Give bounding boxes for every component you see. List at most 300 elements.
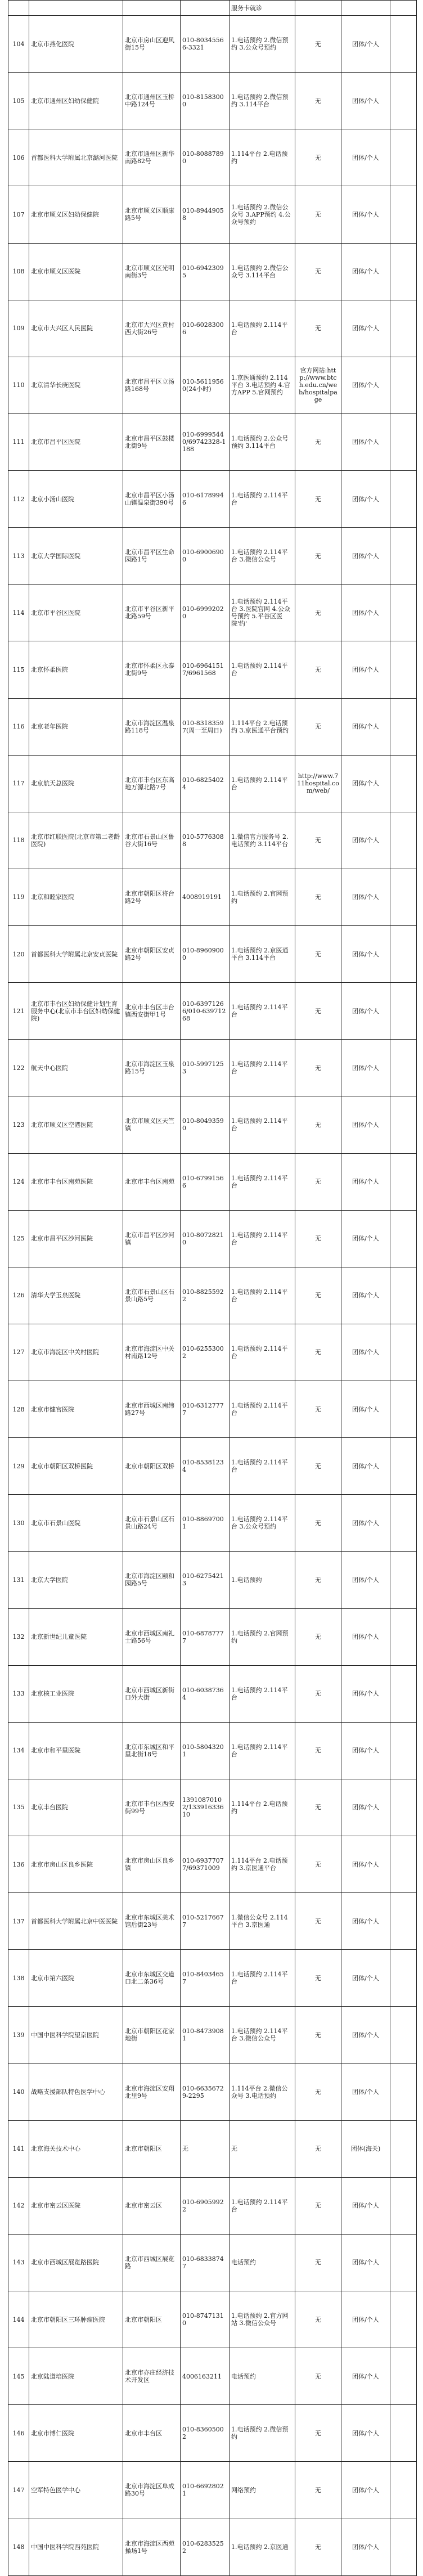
- cell-address: 北京市丰台区西安街99号: [123, 1779, 181, 1836]
- cell-booking-method: 1.电话预约 2.微信公众号 3.114平台: [230, 243, 295, 300]
- cell-phone: 010-89449058: [181, 186, 230, 243]
- cell-scope: 团体/个人: [341, 983, 390, 1040]
- cell-note: [390, 2462, 417, 2519]
- cell-phone: 4008919191: [181, 869, 230, 925]
- cell-note: [390, 2405, 417, 2462]
- cell-hospital-name: 北京市房山区良乡医院: [29, 1836, 123, 1893]
- cell-note: [390, 2348, 417, 2405]
- cell-number: 106: [8, 129, 29, 186]
- cell-scope: 团体/个人: [341, 1608, 390, 1665]
- cell-hospital-name: 战略支援部队特色医学中心: [29, 2064, 123, 2120]
- cell-note: [390, 243, 417, 300]
- cell-hospital-name: 首都医科大学附属北京潞河医院: [29, 129, 123, 186]
- table-row: [8, 1210, 417, 1267]
- cell-number: 137: [8, 1893, 29, 1950]
- cell-booking-method: 1.电话预约 2.京医通: [230, 2519, 295, 2575]
- hospital-table-body: [8, 1, 417, 2576]
- cell-scope: 团体/个人: [341, 1381, 390, 1438]
- table-row: [8, 528, 417, 585]
- cell-phone: 010-83605002: [181, 2405, 230, 2462]
- cell-note: [390, 2177, 417, 2234]
- cell-booking-method: 1.电话预约 2.微信预约 3.114平台: [230, 73, 295, 129]
- cell-hospital-name: 北京市和平里医院: [29, 1722, 123, 1779]
- cell-note: [390, 1, 417, 16]
- cell-address: 北京市朝阳区: [123, 2120, 181, 2177]
- cell-website: 无: [295, 471, 341, 528]
- cell-booking-method: 1.电话预约 2.114平台: [230, 471, 295, 528]
- cell-address: 北京市朝阳区将台路2号: [123, 869, 181, 925]
- cell-hospital-name: 中国中医科学院望京医院: [29, 2007, 123, 2064]
- cell-website: 无: [295, 641, 341, 698]
- cell-hospital-name: 北京市顺义区医院: [29, 243, 123, 300]
- cell-booking-method: 1.电话预约 2.114平台 3.微信公众号: [230, 2007, 295, 2064]
- cell-hospital-name: 首都医科大学附属北京安贞医院: [29, 926, 123, 983]
- cell-number: 114: [8, 585, 29, 641]
- cell-phone: 010-63127777: [181, 1381, 230, 1438]
- table-row: [8, 129, 417, 186]
- cell-number: 124: [8, 1153, 29, 1210]
- cell-booking-method: 1.微信官方服务号 2.电话预约 3.114平台: [230, 812, 295, 869]
- cell-note: [390, 1552, 417, 1608]
- cell-note: [390, 2519, 417, 2575]
- cell-phone: 010-88255922: [181, 1267, 230, 1324]
- cell-address: 北京市密云区: [123, 2177, 181, 2234]
- cell-address: 北京市房山区良乡镇: [123, 1836, 181, 1893]
- cell-address: 北京市西城区南纬路27号: [123, 1381, 181, 1438]
- cell-booking-method: 1.114平台 2.微信公众号 3.电话预约: [230, 2064, 295, 2120]
- cell-scope: 团体/个人: [341, 357, 390, 413]
- cell-booking-method: 1.电话预约 2.114平台 3.微信公众号: [230, 528, 295, 585]
- table-row: [8, 2007, 417, 2064]
- cell-note: [390, 755, 417, 812]
- cell-hospital-name: 北京丰台医院: [29, 1779, 123, 1836]
- cell-number: 131: [8, 1552, 29, 1608]
- cell-number: 134: [8, 1722, 29, 1779]
- cell-website: 无: [295, 2405, 341, 2462]
- cell-number: 128: [8, 1381, 29, 1438]
- cell-website: 无: [295, 1495, 341, 1552]
- cell-booking-method: 1.电话预约 2.114平台: [230, 1722, 295, 1779]
- cell-booking-method: 1.114平台 2.电话预约: [230, 1779, 295, 1836]
- cell-website: 无: [295, 1893, 341, 1950]
- cell-website: 无: [295, 413, 341, 470]
- cell-address: 北京市朝阳区花家地街: [123, 2007, 181, 2064]
- cell-scope: 团体/个人: [341, 2405, 390, 2462]
- cell-phone: 010-69641517/6961568: [181, 641, 230, 698]
- cell-website: 无: [295, 186, 341, 243]
- cell-scope: 团体/个人: [341, 2177, 390, 2234]
- cell-phone: 010-80493590: [181, 1096, 230, 1153]
- cell-scope: 团体/个人: [341, 1950, 390, 2007]
- cell-address: 北京市顺义区光明南街3号: [123, 243, 181, 300]
- cell-booking-method: 电话预约: [230, 2234, 295, 2291]
- cell-booking-method: 1.电话预约 2.微信公众号 3.APP预约 4.公众号预约: [230, 186, 295, 243]
- cell-scope: 团体/个人: [341, 1438, 390, 1495]
- table-row: [8, 1608, 417, 1665]
- cell-address: 北京市东城区交道口北二条36号: [123, 1950, 181, 2007]
- cell-website: 无: [295, 1608, 341, 1665]
- cell-scope: 团体/个人: [341, 300, 390, 357]
- cell-booking-method: 1.114平台 2.电话预约 3.京医通平台预约: [230, 698, 295, 755]
- cell-booking-method: 1.电话预约 2.114平台 3.医院官网 4.公众号预约 5.平谷区医院'约': [230, 585, 295, 641]
- table-row: [8, 1836, 417, 1893]
- cell-scope: 团体/个人: [341, 755, 390, 812]
- cell-note: [390, 1324, 417, 1381]
- table-row: [8, 1722, 417, 1779]
- cell-note: [390, 1836, 417, 1893]
- table-row: [8, 186, 417, 243]
- cell-note: [390, 2291, 417, 2348]
- table-row: [8, 2234, 417, 2291]
- cell-number: 119: [8, 869, 29, 925]
- cell-booking-method: 1.电话预约 2.114平台: [230, 1040, 295, 1096]
- table-row: [8, 73, 417, 129]
- cell-number: 127: [8, 1324, 29, 1381]
- cell-phone: 010-57763088: [181, 812, 230, 869]
- cell-address: 北京市丰台区: [123, 2405, 181, 2462]
- cell-booking-method: 1.电话预约 2.官网预约: [230, 869, 295, 925]
- cell-address: 北京市海淀区西苑操场1号: [123, 2519, 181, 2575]
- cell-scope: 团体/个人: [341, 1324, 390, 1381]
- table-row: [8, 1040, 417, 1096]
- cell-booking-method: 1.电话预约 2.114平台: [230, 755, 295, 812]
- cell-website: 无: [295, 2348, 341, 2405]
- cell-number: 113: [8, 528, 29, 585]
- cell-phone: 010-61789946: [181, 471, 230, 528]
- cell-phone: [181, 1, 230, 16]
- cell-scope: 团体/个人: [341, 2462, 390, 2519]
- cell-hospital-name: 北京陆道培医院: [29, 2348, 123, 2405]
- cell-hospital-name: 北京市红联医院(北京市第二老龄医院): [29, 812, 123, 869]
- cell-website: 无: [295, 16, 341, 73]
- cell-scope: 团体/个人: [341, 1096, 390, 1153]
- table-row: [8, 2120, 417, 2177]
- cell-website: 无: [295, 2120, 341, 2177]
- cell-number: 115: [8, 641, 29, 698]
- cell-address: 北京市朝阳区: [123, 2291, 181, 2348]
- cell-address: 北京市海淀区安翔北里9号: [123, 2064, 181, 2120]
- cell-booking-method: 1.电话预约 2.114平台: [230, 1381, 295, 1438]
- cell-note: [390, 1779, 417, 1836]
- cell-number: 107: [8, 186, 29, 243]
- cell-hospital-name: 北京市密云区医院: [29, 2177, 123, 2234]
- cell-phone: 010-87471310: [181, 2291, 230, 2348]
- cell-note: [390, 413, 417, 470]
- cell-phone: 010-81583000: [181, 73, 230, 129]
- cell-note: [390, 926, 417, 983]
- cell-phone: 010-88697001: [181, 1495, 230, 1552]
- cell-hospital-name: 北京市燕化医院: [29, 16, 123, 73]
- cell-website: 无: [295, 2462, 341, 2519]
- cell-phone: 010-67991566: [181, 1153, 230, 1210]
- cell-website: 无: [295, 698, 341, 755]
- cell-number: 117: [8, 755, 29, 812]
- cell-number: 122: [8, 1040, 29, 1096]
- cell-note: [390, 1950, 417, 2007]
- table-row: [8, 698, 417, 755]
- cell-phone: 010-52176677: [181, 1893, 230, 1950]
- cell-hospital-name: 北京怀柔医院: [29, 641, 123, 698]
- cell-booking-method: 1.电话预约 2.京医通平台 3.114平台: [230, 926, 295, 983]
- cell-note: [390, 1210, 417, 1267]
- cell-note: [390, 698, 417, 755]
- cell-number: 111: [8, 413, 29, 470]
- table-row: [8, 755, 417, 812]
- cell-address: 北京市西城区南礼士路56号: [123, 1608, 181, 1665]
- cell-address: 北京市昌平区立汤路168号: [123, 357, 181, 413]
- table-row: [8, 16, 417, 73]
- cell-scope: 团体/个人: [341, 2007, 390, 2064]
- table-row: [8, 983, 417, 1040]
- cell-booking-method: 1.电话预约 2.官网预约: [230, 1608, 295, 1665]
- cell-booking-method: 1.电话预约 2.114平台: [230, 1665, 295, 1722]
- table-row: [8, 926, 417, 983]
- cell-phone: 010-84739081: [181, 2007, 230, 2064]
- cell-address: 北京市昌平区沙河镇: [123, 1210, 181, 1267]
- cell-website: 无: [295, 585, 341, 641]
- cell-note: [390, 357, 417, 413]
- cell-address: 北京市通州区玉桥中路124号: [123, 73, 181, 129]
- cell-phone: 010-69995440/69742328-1188: [181, 413, 230, 470]
- cell-address: 北京市昌平区生命园路1号: [123, 528, 181, 585]
- cell-number: 133: [8, 1665, 29, 1722]
- cell-phone: 4006163211: [181, 2348, 230, 2405]
- table-row: [8, 300, 417, 357]
- cell-address: 北京市西城区新街口外大街: [123, 1665, 181, 1722]
- cell-note: [390, 1381, 417, 1438]
- cell-scope: 团体/个人: [341, 2519, 390, 2575]
- table-row: [8, 1438, 417, 1495]
- cell-website: 无: [295, 2064, 341, 2120]
- cell-hospital-name: [29, 1, 123, 16]
- cell-booking-method: 1.电话预约 2.114平台: [230, 300, 295, 357]
- cell-website: 无: [295, 1324, 341, 1381]
- cell-note: [390, 585, 417, 641]
- cell-note: [390, 528, 417, 585]
- cell-website: 无: [295, 1552, 341, 1608]
- cell-scope: 团体/个人: [341, 585, 390, 641]
- cell-note: [390, 2007, 417, 2064]
- cell-booking-method: 1.电话预约 2.114平台: [230, 1153, 295, 1210]
- table-row-continuation: [8, 1, 417, 16]
- cell-scope: 团体/个人: [341, 1893, 390, 1950]
- cell-booking-method: 1.微信公众号 2.114平台 3.京医通: [230, 1893, 295, 1950]
- cell-phone: 010-68787777: [181, 1608, 230, 1665]
- cell-note: [390, 2064, 417, 2120]
- cell-note: [390, 812, 417, 869]
- cell-phone: 010-80345566-3321: [181, 16, 230, 73]
- cell-number: 147: [8, 2462, 29, 2519]
- cell-address: 北京市丰台区南苑: [123, 1153, 181, 1210]
- table-row: [8, 357, 417, 413]
- cell-hospital-name: 北京市朝阳区双桥医院: [29, 1438, 123, 1495]
- cell-scope: 团体/个人: [341, 869, 390, 925]
- table-row: [8, 1552, 417, 1608]
- cell-number: 138: [8, 1950, 29, 2007]
- cell-scope: 团体/个人: [341, 698, 390, 755]
- cell-booking-method: 1.电话预约 2.114平台: [230, 641, 295, 698]
- cell-number: 144: [8, 2291, 29, 2348]
- cell-note: [390, 300, 417, 357]
- cell-note: [390, 641, 417, 698]
- table-row: [8, 1665, 417, 1722]
- cell-address: 北京市房山区迎风街15号: [123, 16, 181, 73]
- cell-note: [390, 1153, 417, 1210]
- cell-number: 110: [8, 357, 29, 413]
- table-row: [8, 1153, 417, 1210]
- cell-address: 北京市东城区美术馆后街23号: [123, 1893, 181, 1950]
- cell-booking-method: 1.电话预约 2.微信预约 3.公众号预约: [230, 16, 295, 73]
- cell-address: 北京市顺义区顺康路5号: [123, 186, 181, 243]
- table-row: [8, 1495, 417, 1552]
- cell-address: 北京市海淀区温泉路118号: [123, 698, 181, 755]
- cell-website: 无: [295, 983, 341, 1040]
- cell-hospital-name: 北京老年医院: [29, 698, 123, 755]
- cell-number: 146: [8, 2405, 29, 2462]
- cell-number: 142: [8, 2177, 29, 2234]
- cell-number: 123: [8, 1096, 29, 1153]
- cell-note: [390, 1040, 417, 1096]
- cell-scope: 团体/个人: [341, 1836, 390, 1893]
- cell-number: 145: [8, 2348, 29, 2405]
- cell-address: 北京市西城区展览路: [123, 2234, 181, 2291]
- cell-number: 143: [8, 2234, 29, 2291]
- cell-number: 148: [8, 2519, 29, 2575]
- cell-phone: 010-60387364: [181, 1665, 230, 1722]
- cell-website: 无: [295, 1438, 341, 1495]
- cell-phone: 010-66928021: [181, 2462, 230, 2519]
- cell-booking-method: 1.电话预约 2.114平台: [230, 1210, 295, 1267]
- cell-phone: 010-83183597(周一至周日): [181, 698, 230, 755]
- table-row: [8, 1893, 417, 1950]
- cell-number: 104: [8, 16, 29, 73]
- cell-phone: 010-69423095: [181, 243, 230, 300]
- cell-hospital-name: 北京大学医院: [29, 1552, 123, 1608]
- cell-booking-method: 无: [230, 2120, 295, 2177]
- cell-phone: 010-56119560(24小时): [181, 357, 230, 413]
- cell-number: 120: [8, 926, 29, 983]
- cell-website: [295, 1, 341, 16]
- cell-scope: 团体/个人: [341, 926, 390, 983]
- cell-hospital-name: 北京市第六医院: [29, 1950, 123, 2007]
- cell-note: [390, 983, 417, 1040]
- cell-number: 136: [8, 1836, 29, 1893]
- table-row: [8, 2519, 417, 2575]
- cell-hospital-name: 北京市昌平区医院: [29, 413, 123, 470]
- cell-phone: 010-58043201: [181, 1722, 230, 1779]
- cell-hospital-name: 北京清华长庚医院: [29, 357, 123, 413]
- cell-website: 无: [295, 1096, 341, 1153]
- cell-phone: 010-68254024: [181, 755, 230, 812]
- cell-booking-method: 1.114平台 2.电话预约: [230, 129, 295, 186]
- cell-scope: [341, 1, 390, 16]
- cell-note: [390, 1608, 417, 1665]
- cell-scope: 团体/个人: [341, 1779, 390, 1836]
- table-row: [8, 1779, 417, 1836]
- cell-booking-method: 1.电话预约 2.微信预约: [230, 2405, 295, 2462]
- cell-phone: 010-80887890: [181, 129, 230, 186]
- table-row: [8, 413, 417, 470]
- cell-address: 北京市丰台区东高地万源北路7号: [123, 755, 181, 812]
- cell-phone: 010-69992020: [181, 585, 230, 641]
- cell-website: 无: [295, 2519, 341, 2575]
- cell-phone: 010-62835252: [181, 2519, 230, 2575]
- cell-address: 北京市石景山区石景山路5号: [123, 1267, 181, 1324]
- cell-hospital-name: 北京市西城区展览路医院: [29, 2234, 123, 2291]
- cell-scope: 团体/个人: [341, 2348, 390, 2405]
- cell-address: 北京市东城区和平里北街18号: [123, 1722, 181, 1779]
- table-row: [8, 471, 417, 528]
- cell-address: 北京市顺义区天竺镇: [123, 1096, 181, 1153]
- cell-website: 无: [295, 2177, 341, 2234]
- cell-hospital-name: 首都医科大学附属北京中医医院: [29, 1893, 123, 1950]
- table-row: [8, 2405, 417, 2462]
- cell-hospital-name: 清华大学玉泉医院: [29, 1267, 123, 1324]
- cell-website: 无: [295, 1836, 341, 1893]
- cell-address: 北京市通州区新华南路82号: [123, 129, 181, 186]
- cell-note: [390, 1722, 417, 1779]
- cell-website: 无: [295, 1665, 341, 1722]
- table-row: [8, 1950, 417, 2007]
- table-row: [8, 585, 417, 641]
- cell-hospital-name: 北京市博仁医院: [29, 2405, 123, 2462]
- cell-website: 无: [295, 243, 341, 300]
- cell-phone: 010-62754213: [181, 1552, 230, 1608]
- cell-hospital-name: 北京市石景山医院: [29, 1495, 123, 1552]
- cell-phone: 010-69059922: [181, 2177, 230, 2234]
- cell-hospital-name: 北京市海淀区中关村医院: [29, 1324, 123, 1381]
- cell-hospital-name: 北京市顺义区空港医院: [29, 1096, 123, 1153]
- cell-hospital-name: 北京市丰台区南苑医院: [29, 1153, 123, 1210]
- cell-number: 126: [8, 1267, 29, 1324]
- cell-website: 无: [295, 1040, 341, 1096]
- cell-website: 官方网站:http://www.btch.edu.cn/web/hospitalpage: [295, 357, 341, 413]
- cell-scope: 团体/个人: [341, 243, 390, 300]
- cell-hospital-name: 北京市丰台区妇幼保健计划生育服务中心(北京市丰台区妇幼保健院): [29, 983, 123, 1040]
- cell-website: 无: [295, 1381, 341, 1438]
- cell-hospital-name: 北京新世纪儿童医院: [29, 1608, 123, 1665]
- cell-website: 无: [295, 2007, 341, 2064]
- cell-phone: 010-63971266/010-63971268: [181, 983, 230, 1040]
- cell-website: 无: [295, 1267, 341, 1324]
- cell-number: 112: [8, 471, 29, 528]
- cell-hospital-name: 北京航天总医院: [29, 755, 123, 812]
- cell-booking-method: 1.电话预约 2.114平台: [230, 1324, 295, 1381]
- cell-hospital-name: 北京海关技术中心: [29, 2120, 123, 2177]
- cell-scope: 团体/个人: [341, 1210, 390, 1267]
- cell-phone: 010-66356729-2295: [181, 2064, 230, 2120]
- cell-scope: 团体/个人: [341, 73, 390, 129]
- cell-note: [390, 1096, 417, 1153]
- cell-number: 140: [8, 2064, 29, 2120]
- cell-website: 无: [295, 300, 341, 357]
- cell-booking-method: 1.电话预约 2.114平台 3.公众号预约: [230, 1495, 295, 1552]
- cell-address: 北京市石景山区石景山路24号: [123, 1495, 181, 1552]
- cell-note: [390, 1893, 417, 1950]
- cell-booking-method: 1.114平台 2.电话预约 3.京医通平台: [230, 1836, 295, 1893]
- cell-number: [8, 1, 29, 16]
- cell-number: 132: [8, 1608, 29, 1665]
- table-row: [8, 2291, 417, 2348]
- cell-phone: 010-68338747: [181, 2234, 230, 2291]
- cell-website: 无: [295, 1153, 341, 1210]
- table-row: [8, 2462, 417, 2519]
- cell-hospital-name: 北京市顺义区妇幼保健院: [29, 186, 123, 243]
- cell-hospital-name: 北京小汤山医院: [29, 471, 123, 528]
- cell-note: [390, 1438, 417, 1495]
- cell-hospital-name: 北京市朝阳区三环肿瘤医院: [29, 2291, 123, 2348]
- cell-address: 北京市海淀区玉泉路15号: [123, 1040, 181, 1096]
